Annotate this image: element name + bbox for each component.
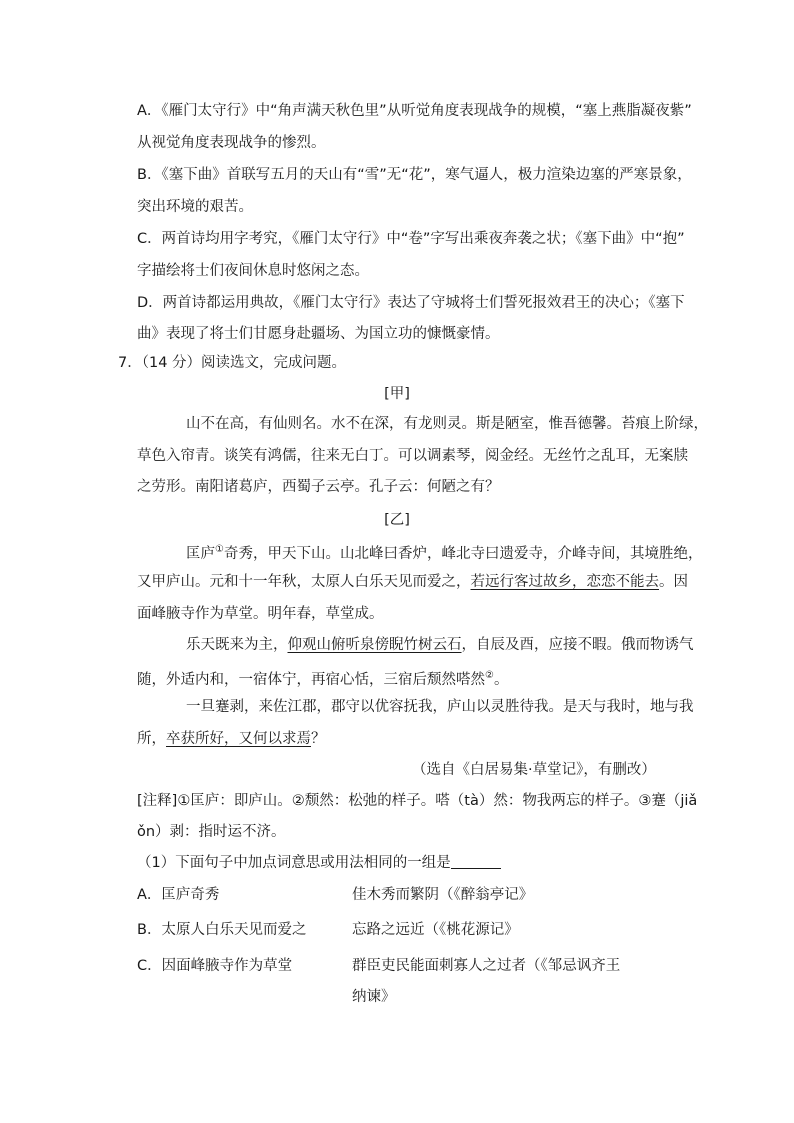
question-7-header: 7．（14 分）阅读选文，完成问题。 [118,355,347,371]
passage-yi-line5 [137,666,508,690]
passage-jia-line3: 之劳形。南阳诸葛庐，西蜀子云亭。孔子云：何陋之有？ [137,479,500,495]
subquestion-1-text: （1）下面句子中加点词意思或用法相同的一组是 [137,855,451,871]
choice-c-right: 群臣吏民能面刺寡人之过者（《邹忌讽齐王 [352,958,621,974]
subquestion-1-stem [137,853,501,873]
passage-yi-text: ，自辰及酉，应接不暇。俄而物诱气 [461,637,694,653]
option-b-line2: 突出环境的艰苦。 [137,199,253,215]
passage-source: （选自《白居易集·草堂记》，有删改） [412,762,656,778]
underlined-sentence-2: 仰观山俯听泉傍睨竹树云石 [287,637,462,653]
option-a-line2: 从视觉角度表现战争的惨烈。 [137,135,326,151]
option-a-line1: A．《雁门太守行》中“角声满天秋色里”从听觉角度表现战争的规模，“塞上燕脂凝夜紫” [137,103,692,119]
passage-yi-text: 所， [137,731,166,747]
choice-b-right: 忘路之远近（《桃花源记》 [352,922,519,938]
passage-yi-line4 [186,635,694,655]
passage-yi-text: 。因 [659,574,688,590]
passage-yi-text: 乐天既来为主， [186,637,288,653]
annotation-line2: ǒn）剥：指时运不济。 [137,824,286,840]
passage-yi-text: 随，外适内和，一宿体宁，再宿心恬，三宿后颓然嗒然 [137,672,485,688]
option-d-line2: 曲》表现了将士们甘愿身赴疆场、为国立功的慷慨豪情。 [137,326,500,342]
answer-blank[interactable] [451,854,501,869]
option-b-line1: B．《塞下曲》首联写五月的天山有“雪”无“花”，寒气逼人，极力渲染边塞的严寒景象， [137,167,692,183]
passage-yi-text: ？ [311,731,326,747]
passage-jia-line1: 山不在高，有仙则名。水不在深，有龙则灵。斯是陋室，惟吾德馨。苔痕上阶绿， [186,416,708,432]
option-d-line1: D．两首诗都运用典故，《雁门太守行》表达了守城将士们誓死报效君王的决心；《塞下 [137,295,685,311]
footnote-marker-1: ① [215,544,224,555]
passage-jia-label: [甲] [384,386,410,402]
passage-yi-line3: 面峰腋寺作为草堂。明年春，草堂成。 [137,606,384,622]
passage-yi-line1 [186,540,702,564]
option-c-line1: C．两首诗均用字考究，《雁门太守行》中“卷”字写出乘夜奔袭之状；《塞下曲》中“抱” [137,231,685,247]
passage-yi-text: 。 [493,672,509,688]
passage-yi-line6: 一旦蹇剥，来佐江郡，郡守以优容抚我，庐山以灵胜待我。是天与我时，地与我 [186,699,694,715]
passage-yi-text: 奇秀，甲天下山。山北峰曰香炉，峰北寺曰遗爱寺，介峰寺间，其境胜绝， [223,546,703,562]
passage-yi-label: [乙] [384,512,410,528]
annotation-line1: [注释]①匡庐：即庐山。②颓然：松弛的样子。嗒（tà）然：物我两忘的样子。③蹇（jiǎ [137,793,698,809]
passage-yi-text: 又甲庐山。元和十一年秋，太原人白乐天见而爱之， [137,574,471,590]
passage-yi-text: 匡庐 [186,546,215,562]
choice-a-right: 佳木秀而繁阴（《醉翁亭记》 [352,887,534,903]
underlined-sentence-3: 卒获所好，又何以求焉 [166,731,311,747]
passage-jia-line2: 草色入帘青。谈笑有鸿儒，往来无白丁。可以调素琴，阅金经。无丝竹之乱耳，无案牍 [137,448,688,464]
choice-b-left: B．太原人白乐天见而爱之 [137,922,307,938]
choice-a-left: A．匡庐奇秀 [137,887,220,903]
choice-c-right-cont: 纳谏》 [352,989,396,1005]
option-c-line2: 字描绘将士们夜间休息时悠闲之态。 [137,263,369,279]
underlined-sentence-1: 若远行客过故乡，恋恋不能去 [470,574,659,590]
passage-yi-line2 [137,572,688,592]
footnote-marker-2: ② [485,670,494,681]
choice-c-left: C．因面峰腋寺作为草堂 [137,958,293,974]
passage-yi-line7 [137,729,326,749]
